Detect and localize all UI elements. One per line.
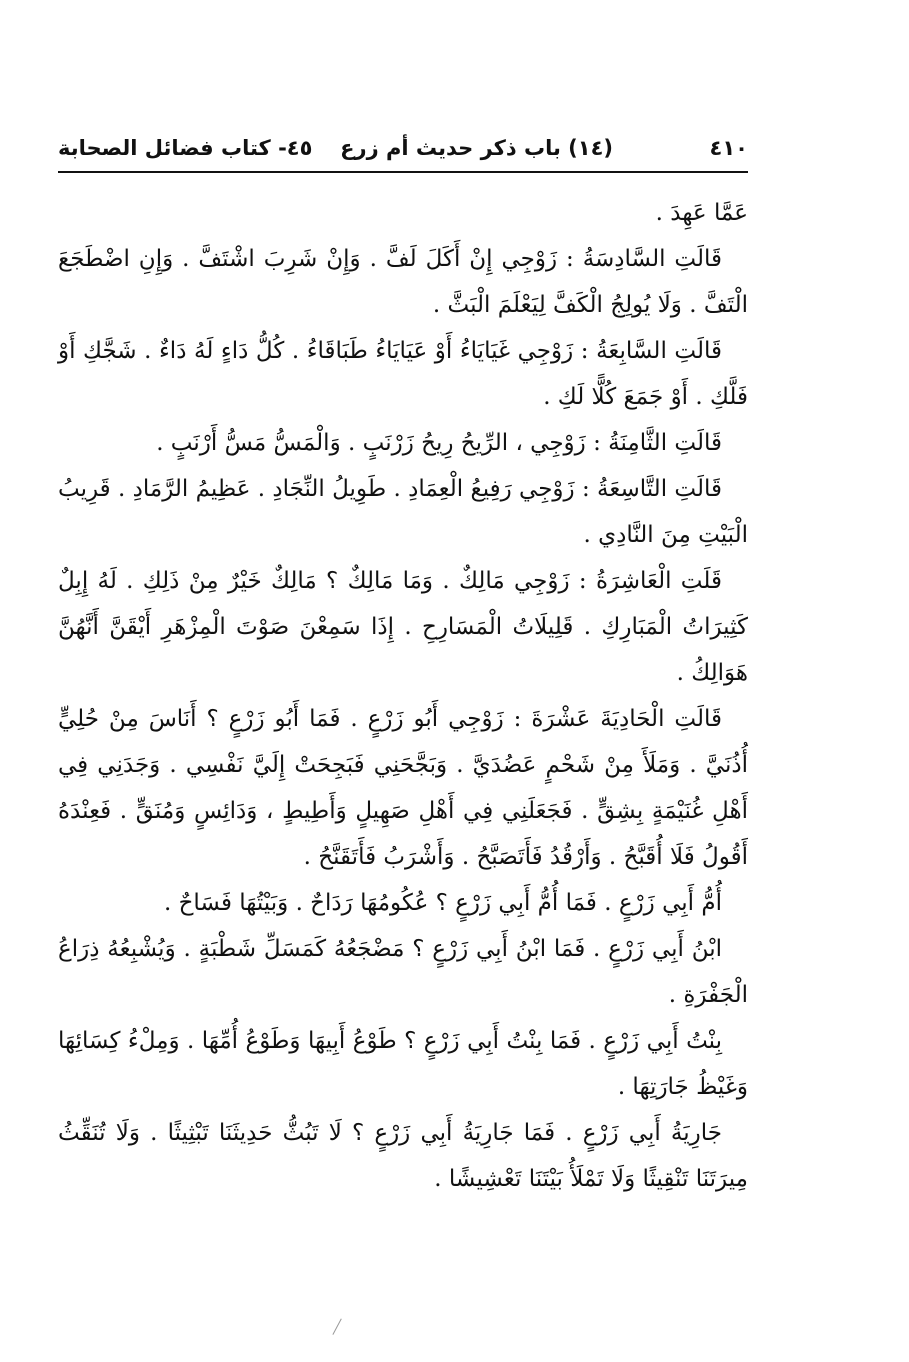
paragraph-eleventh: قَالَتِ الْحَادِيَةَ عَشْرَةَ : زَوْجِي أَبُو زَرْعٍ . فَمَا أَبُو زَرْعٍ ؟ أَنَاسَ مِنْ حُلِيٍّ أُذُنَيَّ . وَمَلَأَ مِنْ شَحْمٍ عَضُدَيَّ . وَبَجَّحَنِي فَبَجِحَتْ إِلَيَّ نَفْسِي . وَجَدَنِي فِي أَهْلِ غُنَيْمَةٍ بِشِقٍّ . فَجَعَلَنِي فِي أَهْلِ صَهِيلٍ وَأَطِيطٍ ، وَدَائِسٍ وَمُنَقٍّ . فَعِنْدَهُ أَقُولُ فَلَا أُقَبَّحُ . وَأَرْقُدُ فَأَتَصَبَّحُ . وَأَشْرَبُ فَأَتَقَنَّحُ . bbox=[58, 706, 749, 870]
chapter-title: (١٤) باب ذكر حديث أم زرع bbox=[340, 136, 613, 160]
body-text bbox=[58, 190, 748, 1202]
paragraph-son: ابْنُ أَبِي زَرْعٍ . فَمَا ابْنُ أَبِي زَرْعٍ ؟ مَضْجَعُهُ كَمَسَلِّ شَطْبَةٍ . وَيُشْبِعُهُ ذِرَاعُ الْجَفْرَةِ . bbox=[58, 936, 748, 1008]
stray-mark bbox=[332, 1318, 350, 1339]
paragraph-daughter: بِنْتُ أَبِي زَرْعٍ . فَمَا بِنْتُ أَبِي زَرْعٍ ؟ طَوْعُ أَبِيهَا وَطَوْعُ أُمِّهَا . وَمِلْءُ كِسَائِهَا وَغَيْظُ جَارَتِهَا . bbox=[58, 1028, 748, 1100]
page-header bbox=[58, 132, 748, 172]
book-title: ٤٥- كتاب فضائل الصحابة bbox=[58, 136, 313, 160]
paragraph-mother: أُمُّ أَبِي زَرْعٍ . فَمَا أُمُّ أَبِي زَرْعٍ ؟ عُكُومُهَا رَدَاحٌ . وَبَيْتُهَا فَسَاحٌ . bbox=[163, 890, 722, 916]
paragraph-tenth: قَلَتِ الْعَاشِرَةُ : زَوْجِي مَالِكٌ . وَمَا مَالِكٌ ؟ مَالِكٌ خَيْرٌ مِنْ ذَلِكِ . لَهُ إِبِلٌ كَثِيرَاتُ الْمَبَارِكِ . قَلِيلَاتُ الْمَسَارِحِ . إِذَا سَمِعْنَ صَوْتَ الْمِزْهَرِ أَيْقَنَّ أَنَّهُنَّ هَوَالِكُ . bbox=[58, 568, 748, 686]
paragraph-eighth: قَالَتِ الثَّامِنَةُ : زَوْجِي ، الرِّيحُ رِيحُ زَرْنَبٍ . وَالْمَسُّ مَسُّ أَرْنَبٍ . bbox=[156, 430, 722, 456]
paragraph-sixth: قَالَتِ السَّادِسَةُ : زَوْجِي إِنْ أَكَلَ لَفَّ . وَإِنْ شَرِبَ اشْتَفَّ . وَإِنِ اضْطَجَعَ الْتَفَّ . وَلَا يُولِجُ الْكَفَّ لِيَعْلَمَ الْبَثَّ . bbox=[58, 246, 748, 318]
paragraph-continuation: عَمَّا عَهِدَ . bbox=[655, 200, 748, 226]
header-rule bbox=[58, 171, 748, 173]
paragraph-servant: جَارِيَةُ أَبِي زَرْعٍ . فَمَا جَارِيَةُ أَبِي زَرْعٍ ؟ لَا تَبُثُّ حَدِيثَنَا تَبْثِيثًا . وَلَا تُنَقِّثُ مِيرَتَنَا تَنْقِيثًا وَلَا تَمْلَأُ بَيْتَنَا تَعْشِيشًا . bbox=[58, 1120, 748, 1192]
paragraph-ninth: قَالَتِ التَّاسِعَةُ : زَوْجِي رَفِيعُ الْعِمَادِ . طَوِيلُ النِّجَادِ . عَظِيمُ الرَّمَادِ . قَرِيبُ الْبَيْتِ مِنَ النَّادِي . bbox=[58, 476, 748, 548]
paragraph-seventh: قَالَتِ السَّابِعَةُ : زَوْجِي غَيَايَاءُ أَوْ عَيَايَاءُ طَبَاقَاءُ . كُلُّ دَاءٍ لَهُ دَاءٌ . شَجَّكِ أَوْ فَلَّكِ . أَوْ جَمَعَ كُلًّا لَكِ . bbox=[58, 338, 748, 410]
page-number: ٤١٠ bbox=[709, 136, 748, 160]
